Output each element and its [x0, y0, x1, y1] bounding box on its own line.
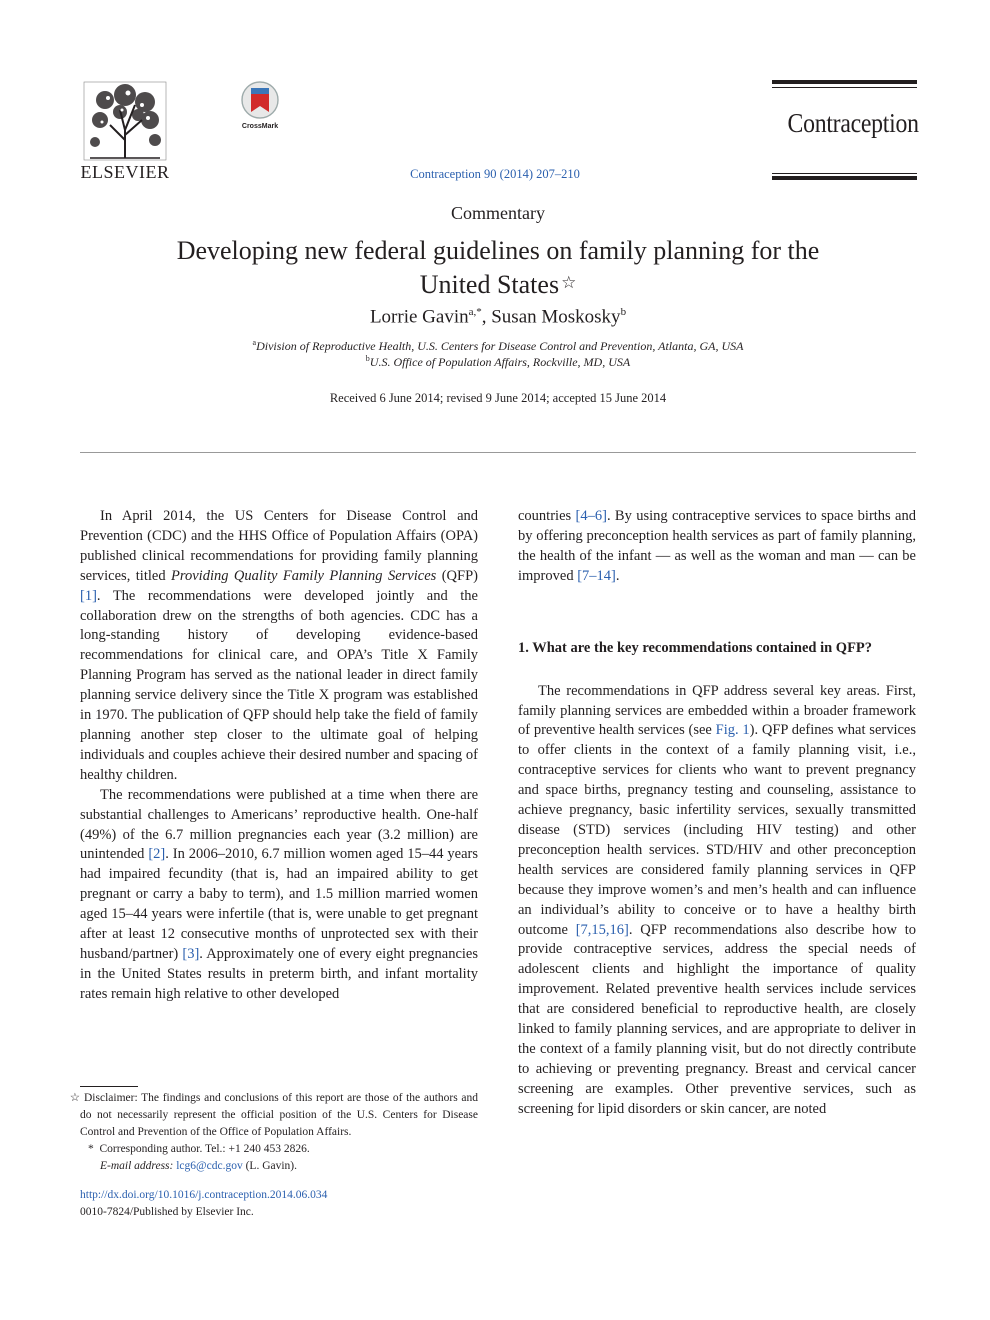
- affiliation: [0, 354, 990, 370]
- footnotes: [69, 1090, 478, 1175]
- paragraph-text: countries: [518, 508, 576, 524]
- paragraph-text: . Approximately one of every eight pregnancies in the United States results in preterm birth, and infant mortality rates remain high relative to other developed: [80, 945, 478, 1002]
- paragraph-text: . By using contraceptive services to space births and by offering preconception health services as part of family planning, the health of the infant — as well as the woman and man — can be improved: [518, 508, 916, 584]
- header-divider: [80, 452, 916, 453]
- footnote-rule: [80, 1086, 138, 1087]
- issn-line: 0010-7824/Published by Elsevier Inc.: [80, 1205, 254, 1218]
- body-paragraph: [80, 786, 478, 1005]
- body-paragraph: [518, 507, 916, 587]
- paragraph-text: . In 2006–2010, 6.7 million women aged 15–44 years had impaired fecundity (that is, had an impaired ability to get pregnant or carry a baby to term), and 1.5 million married women aged 15–44 years were infertile (that is, were unable to get pregnant after at least 12 consecutive months of unprotected sex with their husband/partner): [80, 846, 478, 962]
- footnote-text: Corresponding author. Tel.: +1 240 453 2826.: [99, 1143, 310, 1155]
- disclaimer-footnote: [69, 1090, 478, 1141]
- footnote-asterisk: *: [88, 1143, 94, 1155]
- crossmark-badge[interactable]: [238, 80, 282, 128]
- article-title: [140, 234, 856, 302]
- author-affiliation-mark[interactable]: a,*: [468, 306, 482, 318]
- doi-link[interactable]: http://dx.doi.org/10.1016/j.contraception.2014.06.034: [80, 1189, 328, 1201]
- paragraph-text: The recommendations in QFP address several key areas. First, family planning services are embedded within a broader framework of preventive health services (see: [518, 682, 916, 739]
- paragraph-text: ). QFP defines what services to offer clients in the context of a family planning visit, i.e., contraceptive services for clients who want to prevent pregnancy and space births, pregnancy testing and counseling, assistance to achieve pregnancy, basic infertility services, sexually transmitted disease (STD) services (including HIV testing) and other preconception health services. STD/HIV and other preconception health services are considered family planning services in QFP because they improve women’s and men’s health and can influence an individual’s ability to conceive or to have a healthy birth outcome: [518, 722, 916, 938]
- body-column-right: [518, 507, 916, 1120]
- publisher-name: ELSEVIER: [80, 162, 170, 182]
- body-paragraph: [80, 507, 478, 786]
- journal-bottom-rule: [772, 176, 917, 180]
- article-title-text: Developing new federal guidelines on family planning for the United States: [176, 236, 820, 299]
- email-link[interactable]: lcg6@cdc.gov: [176, 1160, 243, 1172]
- paragraph-text: .: [615, 567, 620, 584]
- affiliation-label: a: [252, 338, 257, 347]
- citation-link[interactable]: [7–14]: [577, 567, 616, 584]
- affiliation-text: Division of Reproductive Health, U.S. Centers for Disease Control and Prevention, Atlanta, GA, USA: [256, 339, 744, 353]
- paragraph-text: . The recommendations were developed jointly and the collaboration drew on the strengths of both agencies. CDC has a long-standing history of developing evidence-based recommendations for clinical care, and OPA’s Title X Family Planning Program has served as the national leader in direct family planning service delivery since the Title X program was established in 1970. The publication of QFP should help take the field of family planning another step closer to the ultimate goal of helping individuals and couples achieve their desired number and spacing of healthy children.: [80, 587, 478, 783]
- elsevier-logo: [80, 80, 170, 180]
- figure-link[interactable]: Fig. 1: [715, 722, 750, 739]
- affiliation-label: b: [365, 354, 370, 363]
- publication-title: Providing Quality Family Planning Services: [171, 567, 437, 584]
- author-list: [0, 306, 990, 328]
- affiliation: [0, 338, 990, 354]
- paragraph-text: . QFP recommendations also describe how to provide contraceptive services, address the special needs of adolescent clients and highlight the importance of quality improvement. Related preventive health services include services that are considered beneficial to reproductive health, are closely linked to family planning services, and are appropriate to deliver in the context of a family planning visit, but do not directly contribute to achieving or preventing pregnancy. Breast and cervical cancer screening are examples. Other preventive services, such as screening for lipid disorders or skin cancer, are noted: [518, 921, 916, 1117]
- body-column-left: [80, 507, 478, 1005]
- email-owner: (L. Gavin).: [245, 1160, 298, 1172]
- journal-top-thin-rule: [772, 87, 917, 88]
- section-heading: 1. What are the key recommendations contained in QFP?: [518, 639, 873, 656]
- corresponding-author-footnote: [80, 1141, 478, 1158]
- body-paragraph: [518, 682, 916, 1120]
- author-name[interactable]: Susan Moskosky: [491, 306, 621, 328]
- paragraph-text: The recommendations were published at a time when there are substantial challenges to Americans’ reproductive health. One-half (49%) of the 6.7 million pregnancies each year (3.2 million) are unintended: [80, 786, 478, 863]
- paragraph-text: In April 2014, the US Centers for Disease Control and Prevention (CDC) and the HHS Office of Population Affairs (OPA) published clinical recommendations for providing family planning services, titled: [80, 508, 478, 584]
- journal-top-rule: [772, 80, 917, 84]
- footnote-text: Disclaimer: The findings and conclusions of this report are those of the authors and do not necessarily represent the official position of the U.S. Centers for Disease Control and Prevention of the Office of Population Affairs.: [80, 1092, 478, 1138]
- article-history-dates: Received 6 June 2014; revised 9 June 2014; accepted 15 June 2014: [329, 391, 667, 405]
- email-footnote: [80, 1158, 478, 1175]
- citation-link[interactable]: [7,15,16]: [575, 921, 629, 938]
- article-type: Commentary: [451, 203, 545, 223]
- journal-reference-link[interactable]: Contraception 90 (2014) 207–210: [410, 167, 580, 181]
- citation-link[interactable]: [1]: [80, 587, 97, 604]
- crossmark-label: CrossMark: [241, 123, 279, 130]
- email-label: E-mail address:: [100, 1160, 174, 1172]
- affiliation-text: U.S. Office of Population Affairs, Rockville, MD, USA: [369, 355, 631, 369]
- footnote-star-mark: ☆: [69, 1092, 80, 1104]
- author-separator: ,: [481, 306, 492, 328]
- doi-block: [80, 1187, 478, 1220]
- title-footnote-mark[interactable]: ☆: [561, 273, 577, 292]
- crossmark-icon: [240, 80, 280, 120]
- author-name[interactable]: Lorrie Gavin: [369, 306, 469, 328]
- citation-link[interactable]: [3]: [182, 945, 200, 962]
- paragraph-text: (QFP): [436, 567, 478, 584]
- citation-link[interactable]: [2]: [148, 846, 166, 863]
- journal-bottom-thin-rule: [772, 173, 917, 174]
- journal-name: Contraception: [787, 108, 919, 138]
- citation-link[interactable]: [4–6]: [575, 508, 607, 524]
- author-affiliation-mark[interactable]: b: [620, 306, 627, 318]
